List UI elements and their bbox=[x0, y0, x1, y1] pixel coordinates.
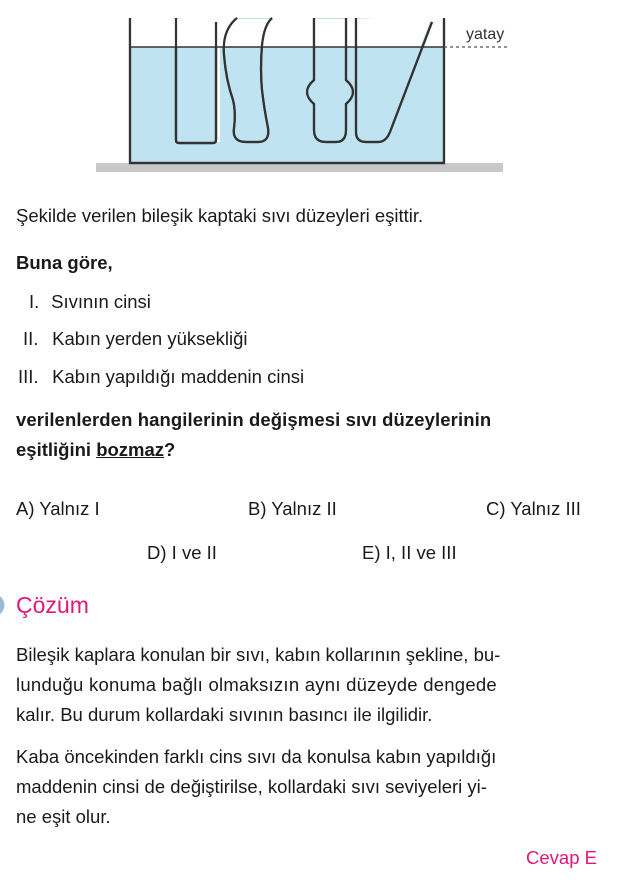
solution-line: kalır. Bu durum kollardaki sıvının basıncı ile ilgilidir. bbox=[16, 704, 433, 725]
prompt-underlined-word: bozmaz bbox=[96, 439, 165, 460]
question-prompt-line1: verilenlerden hangilerinin değişmesi sıvı düzeylerinin bbox=[16, 409, 492, 430]
option-c[interactable]: C) Yalnız III bbox=[486, 498, 581, 519]
statement-text: Kabın yerden yüksekliği bbox=[52, 328, 248, 349]
solution-line: ne eşit olur. bbox=[16, 806, 111, 827]
horizontal-label: yatay bbox=[466, 26, 505, 43]
statement-num: I. bbox=[29, 291, 40, 312]
question-prompt-line2 bbox=[16, 438, 175, 462]
solution-line: Kaba öncekinden farklı cins sıvı da konulsa kabın yapıldığı bbox=[16, 746, 497, 767]
statement-text: Sıvının cinsi bbox=[51, 291, 151, 312]
option-d[interactable]: D) I ve II bbox=[147, 542, 217, 563]
option-b[interactable]: B) Yalnız II bbox=[248, 498, 337, 519]
statement-num: III. bbox=[18, 366, 39, 387]
statement-item bbox=[18, 365, 304, 389]
question-statement: Şekilde verilen bileşik kaptaki sıvı düzeyleri eşittir. bbox=[16, 205, 424, 226]
solution-marker-icon bbox=[0, 590, 8, 620]
solution-line: Bileşik kaplara konulan bir sıvı, kabın kollarının şekline, bu- bbox=[16, 644, 501, 665]
statement-text: Kabın yapıldığı maddenin cinsi bbox=[52, 366, 305, 387]
option-e[interactable]: E) I, II ve III bbox=[362, 542, 457, 563]
solution-line: maddenin cinsi de değiştirilse, kollardaki sıvı seviyeleri yi- bbox=[16, 776, 487, 797]
statement-item bbox=[29, 290, 151, 314]
statement-item bbox=[23, 327, 248, 351]
prompt-text: eşitliğini bbox=[16, 439, 97, 460]
question-lead: Buna göre, bbox=[16, 252, 113, 273]
answer-label: Cevap E bbox=[526, 847, 597, 868]
solution-title: Çözüm bbox=[16, 592, 89, 618]
option-a[interactable]: A) Yalnız I bbox=[16, 498, 100, 519]
statement-num: II. bbox=[23, 328, 39, 349]
communicating-vessels-figure bbox=[0, 0, 617, 190]
solution-paragraph-2 bbox=[16, 742, 496, 832]
solution-line: lunduğu konuma bağlı olmaksızın aynı düzeyde dengede bbox=[16, 674, 497, 695]
ground-surface bbox=[96, 163, 503, 172]
prompt-question-mark: ? bbox=[164, 439, 176, 460]
solution-paragraph-1 bbox=[16, 640, 500, 730]
